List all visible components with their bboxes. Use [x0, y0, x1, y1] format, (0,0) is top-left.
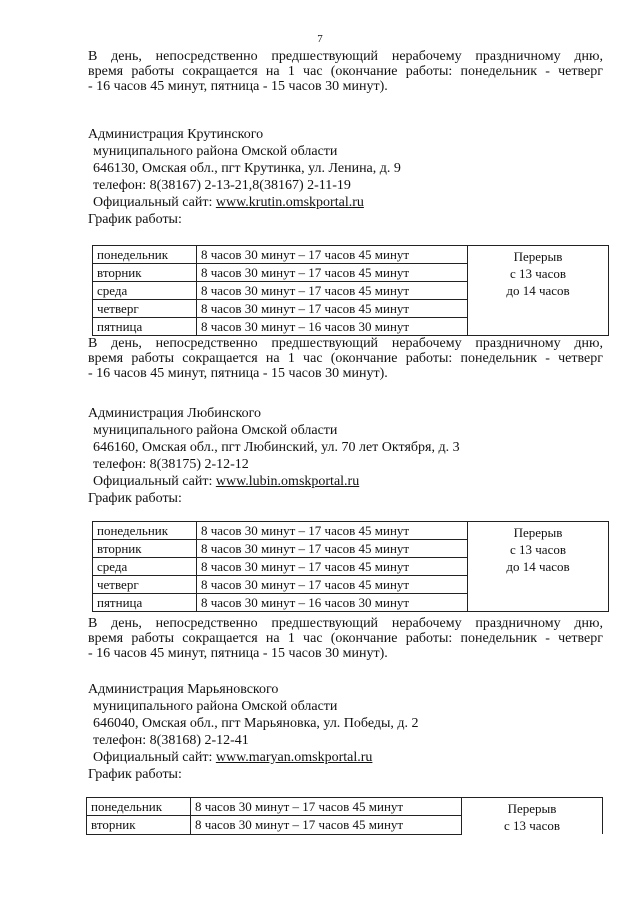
table-row [93, 522, 609, 540]
paragraph-line: - 16 часов 45 минут, пятница - 15 часов 30 минут). [88, 79, 388, 94]
table-row [93, 246, 609, 264]
break-line: до 14 часов [506, 559, 570, 574]
break-line: с 13 часов [510, 266, 566, 281]
paragraph-line: В день, непосредственно предшествующий нерабочему праздничному дню, [88, 336, 603, 351]
schedule-table-maryan [86, 797, 603, 835]
paragraph-line: - 16 часов 45 минут, пятница - 15 часов 30 минут). [88, 366, 388, 381]
day-cell: пятница [93, 318, 197, 336]
day-cell: вторник [93, 264, 197, 282]
address-line: 646040, Омская обл., пгт Марьяновка, ул. Победы, д. 2 [93, 716, 419, 731]
paragraph-line: - 16 часов 45 минут, пятница - 15 часов 30 минут). [88, 646, 388, 661]
website-link[interactable]: www.krutin.omskportal.ru [215, 195, 364, 210]
website-label: Официальный сайт: [93, 750, 213, 765]
break-line: Перерыв [513, 525, 563, 540]
time-cell: 8 часов 30 минут – 17 часов 45 минут [197, 246, 468, 264]
website-line [88, 194, 608, 211]
website-link[interactable]: www.lubin.omskportal.ru [215, 474, 360, 489]
contact-block-krutin [88, 126, 608, 228]
time-cell: 8 часов 30 минут – 17 часов 45 минут [197, 522, 468, 540]
time-cell: 8 часов 30 минут – 17 часов 45 минут [197, 300, 468, 318]
intro-paragraph [88, 49, 603, 94]
time-cell: 8 часов 30 минут – 16 часов 30 минут [197, 594, 468, 612]
time-cell: 8 часов 30 минут – 17 часов 45 минут [197, 282, 468, 300]
schedule-table-lubin [92, 521, 609, 612]
break-line: с 13 часов [510, 542, 566, 557]
schedule-label: График работы: [88, 767, 182, 782]
contact-block-lubin [88, 405, 608, 507]
address-line: 646160, Омская обл., пгт Любинский, ул. 70 лет Октября, д. 3 [93, 440, 460, 455]
time-cell: 8 часов 30 минут – 17 часов 45 минут [197, 576, 468, 594]
day-cell: понедельник [93, 246, 197, 264]
paragraph-line: время работы сокращается на 1 час (окончание работы: понедельник - четверг [88, 351, 603, 366]
website-line [88, 749, 608, 766]
contact-block-maryan [88, 681, 608, 783]
phone-line: телефон: 8(38167) 2-13-21,8(38167) 2-11-19 [93, 178, 351, 193]
district-line: муниципального района Омской области [93, 423, 338, 438]
website-label: Официальный сайт: [93, 195, 213, 210]
paragraph-line: время работы сокращается на 1 час (окончание работы: понедельник - четверг [88, 64, 603, 79]
district-line: муниципального района Омской области [93, 144, 338, 159]
break-cell [468, 522, 609, 612]
note-paragraph-krutin [88, 336, 603, 381]
day-cell: среда [93, 282, 197, 300]
day-cell: пятница [93, 594, 197, 612]
time-cell: 8 часов 30 минут – 17 часов 45 минут [191, 798, 462, 816]
organization-title: Администрация Крутинского [88, 127, 264, 142]
note-paragraph-lubin [88, 616, 603, 661]
paragraph-line: время работы сокращается на 1 час (окончание работы: понедельник - четверг [88, 631, 603, 646]
day-cell: вторник [93, 540, 197, 558]
phone-line: телефон: 8(38168) 2-12-41 [93, 733, 249, 748]
paragraph-line: В день, непосредственно предшествующий нерабочему праздничному дню, [88, 49, 603, 64]
day-cell: понедельник [93, 522, 197, 540]
schedule-label: График работы: [88, 212, 182, 227]
address-line: 646130, Омская обл., пгт Крутинка, ул. Ленина, д. 9 [93, 161, 401, 176]
day-cell: четверг [93, 576, 197, 594]
break-cell [462, 798, 603, 835]
time-cell: 8 часов 30 минут – 17 часов 45 минут [197, 558, 468, 576]
district-line: муниципального района Омской области [93, 699, 338, 714]
website-line [88, 473, 608, 490]
schedule-table-krutin [92, 245, 609, 336]
table-row [87, 798, 603, 816]
schedule-label: График работы: [88, 491, 182, 506]
break-line: до 14 часов [506, 283, 570, 298]
organization-title: Администрация Любинского [88, 406, 261, 421]
website-label: Официальный сайт: [93, 474, 213, 489]
day-cell: понедельник [87, 798, 191, 816]
break-line: с 13 часов [504, 818, 560, 833]
day-cell: четверг [93, 300, 197, 318]
break-cell [468, 246, 609, 336]
break-line: Перерыв [507, 801, 557, 816]
time-cell: 8 часов 30 минут – 17 часов 45 минут [197, 264, 468, 282]
day-cell: среда [93, 558, 197, 576]
day-cell: вторник [87, 816, 191, 834]
phone-line: телефон: 8(38175) 2-12-12 [93, 457, 249, 472]
organization-title: Администрация Марьяновского [88, 682, 279, 697]
paragraph-line: В день, непосредственно предшествующий нерабочему праздничному дню, [88, 616, 603, 631]
break-line: Перерыв [513, 249, 563, 264]
time-cell: 8 часов 30 минут – 16 часов 30 минут [197, 318, 468, 336]
website-link[interactable]: www.maryan.omskportal.ru [215, 750, 373, 765]
time-cell: 8 часов 30 минут – 17 часов 45 минут [191, 816, 462, 834]
page-number: 7 [317, 33, 323, 45]
time-cell: 8 часов 30 минут – 17 часов 45 минут [197, 540, 468, 558]
